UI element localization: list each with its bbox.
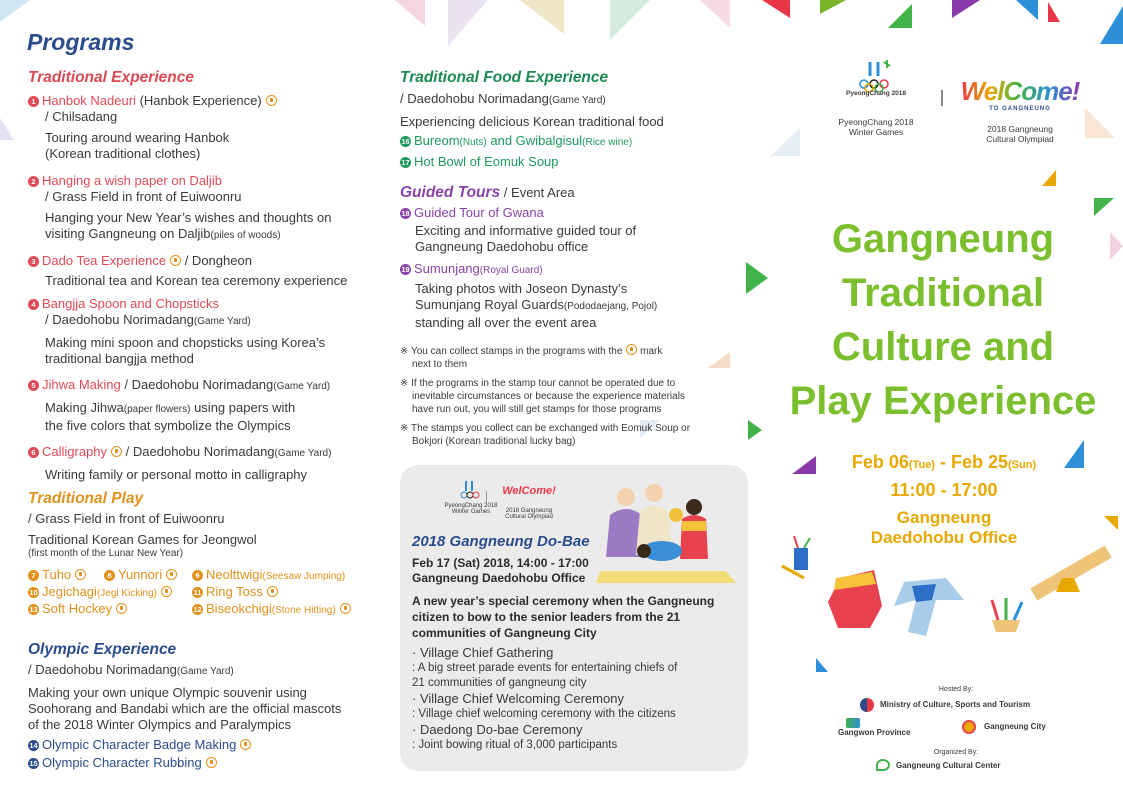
olympic-desc: Making your own unique Olympic souvenir using <box>28 685 307 700</box>
games-grid <box>28 567 388 619</box>
decor-triangle <box>1016 0 1038 20</box>
dobae-title: 2018 Gangneung Do-Bae <box>412 533 590 550</box>
program-desc <box>28 226 388 244</box>
decor-triangle <box>748 420 762 440</box>
decor-triangle <box>820 0 846 14</box>
program-location-text: / Daedohobu Norimadang <box>45 312 194 327</box>
city-credit <box>962 722 1046 731</box>
number-badge: 1 <box>28 96 39 107</box>
food-item-name: Hot Bowl of Eomuk Soup <box>414 154 559 169</box>
program-item <box>28 93 388 109</box>
event-venue: Daedohobu Office <box>870 528 1018 547</box>
program-desc: Making mini spoon and chopsticks using Korea’s <box>45 335 326 350</box>
center-emblem-icon <box>876 759 890 771</box>
tour-desc-note: (Pododaejang, Pojol) <box>563 301 658 312</box>
cover-title-line: Culture and <box>831 325 1055 369</box>
date-from: Feb 06 <box>851 452 909 472</box>
logo-caption: 2018 Gangneung <box>505 508 553 514</box>
number-badge: 17 <box>401 158 410 167</box>
game-name: Soft Hockey <box>42 601 113 616</box>
note-text: inevitable circumstances or because the experience materials <box>412 391 685 402</box>
tour-desc-text: Sumunjang Royal Guards <box>415 297 564 312</box>
stamp-icon <box>267 586 278 597</box>
game-subtitle: (Seesaw Jumping) <box>262 571 346 582</box>
number-badge: 5 <box>28 380 39 391</box>
olympic-location-note: (Game Yard) <box>176 666 234 677</box>
food-desc: Experiencing delicious Korean traditional food <box>400 114 664 129</box>
olympic-desc: Soohorang and Bandabi which are the official mascots <box>28 701 342 716</box>
section-heading-guided-tours: Guided Tours <box>400 184 501 201</box>
program-location <box>28 312 388 330</box>
stamp-icon <box>626 344 637 355</box>
stamp-icon <box>170 255 181 266</box>
decor-triangle <box>610 0 650 40</box>
stamp-icon <box>111 446 122 457</box>
olympic-rings-icon <box>834 58 918 92</box>
note <box>400 344 740 358</box>
game-subtitle: (Jegi Kicking) <box>96 588 157 599</box>
programs-title: Programs <box>27 29 135 55</box>
date-to-day: (Sun) <box>1008 459 1037 471</box>
program-desc: Hanging your New Year’s wishes and thoughts on <box>45 210 332 225</box>
dobae-event-desc: 21 communities of gangneung city <box>412 677 587 689</box>
program-name: Calligraphy <box>42 444 108 459</box>
game-name: Tuho <box>42 567 72 582</box>
food-location-note: (Game Yard) <box>548 95 606 106</box>
tour-name: Sumunjang <box>414 261 480 276</box>
dobae-intro <box>412 593 742 641</box>
game-name: Biseokchigi <box>206 601 272 616</box>
decor-triangle <box>1048 2 1060 22</box>
date-separator: - <box>934 452 951 472</box>
decor-triangle <box>448 0 488 46</box>
program-desc: (Korean traditional clothes) <box>45 146 201 161</box>
note-text: mark <box>637 346 663 357</box>
notes-block <box>400 344 740 448</box>
food-item-name: and Gwibalgisul <box>486 133 583 148</box>
program-item <box>28 253 388 269</box>
stamp-icon <box>206 757 217 768</box>
ministry-name: Ministry of Culture, Sports and Tourism <box>880 700 1031 709</box>
olympic-item <box>28 755 388 771</box>
tour-desc: Taking photos with Joseon Dynasty’s <box>415 281 628 296</box>
program-name: Bangjja Spoon and Chopsticks <box>42 296 220 311</box>
cover-title-line: Play Experience <box>789 379 1097 423</box>
note-text: Bokjori (Korean traditional lucky bag) <box>412 436 576 447</box>
tour-name: Guided Tour of Gwana <box>414 205 544 220</box>
traditional-experience-list <box>28 93 388 483</box>
dobae-events <box>412 645 746 753</box>
number-badge: 9 <box>192 570 203 581</box>
decor-triangle <box>0 118 14 140</box>
date-to: Feb 25 <box>950 452 1009 472</box>
traditional-play-block <box>28 511 388 619</box>
note-text: next to them <box>412 359 468 370</box>
program-desc: Writing family or personal motto in calligraphy <box>45 467 308 482</box>
decor-triangle <box>520 0 564 34</box>
event-time: 11:00 - 17:00 <box>890 480 998 500</box>
game-item <box>28 567 86 583</box>
logo-caption: Cultural Olympiad <box>505 514 553 520</box>
event-dates <box>786 452 1102 473</box>
logo-caption: PyeongChang 2018 <box>444 503 498 509</box>
dobae-date: Feb 17 (Sat) 2018, 14:00 - 17:00 <box>412 556 589 570</box>
number-badge: 11 <box>193 588 202 597</box>
game-item <box>192 584 278 600</box>
food-item <box>400 133 740 151</box>
decor-triangle <box>816 658 828 672</box>
decor-triangle <box>746 262 768 294</box>
dobae-event-desc: : A big street parade events for entertaining chiefs of <box>412 662 678 674</box>
olympic-rings-icon <box>436 479 506 503</box>
tour-item <box>400 205 740 221</box>
food-item-name: Bureom <box>414 133 460 148</box>
number-badge: 14 <box>29 741 38 750</box>
city-emblem-icon <box>962 720 976 734</box>
guided-tours-block <box>400 205 740 331</box>
olympic-location <box>28 662 388 680</box>
program-item <box>28 296 388 312</box>
olympiad-caption: 2018 Gangneung <box>987 124 1053 134</box>
dobae-panel <box>400 465 748 771</box>
dobae-event-name: · Village Chief Welcoming Ceremony <box>412 691 624 706</box>
pyeongchang-logo-small <box>436 479 506 515</box>
tour-desc: standing all over the event area <box>415 315 597 330</box>
pc-brand: PyeongChang 2018 <box>846 90 906 97</box>
guided-tours-heading <box>400 184 575 202</box>
note-text: have run out, you will still get stamps for those programs <box>412 404 662 415</box>
cover-schedule <box>786 452 1102 548</box>
number-badge: 7 <box>28 570 39 581</box>
program-desc-note: (paper flowers) <box>123 404 191 415</box>
note-text: ※ You can collect stamps in the programs with the <box>400 346 623 357</box>
welcome-to: TO GANGNEUNG <box>989 106 1051 112</box>
olympic-item-name: Olympic Character Rubbing <box>42 755 202 770</box>
logo-divider <box>941 90 943 106</box>
game-name: Yunnori <box>118 567 163 582</box>
stamp-icon <box>75 569 86 580</box>
center-name: Gangneung Cultural Center <box>896 761 1001 770</box>
food-item-note: (Nuts) <box>459 137 487 148</box>
cultural-olympiad-logo <box>960 76 1080 144</box>
hosted-by-label: Hosted By: <box>938 686 974 693</box>
logo-divider <box>486 491 487 503</box>
program-desc: traditional bangjja method <box>45 351 194 366</box>
program-desc-text: visiting Gangneung on Daljib <box>45 226 211 241</box>
number-badge: 19 <box>401 265 410 274</box>
number-badge: 13 <box>29 605 38 614</box>
dobae-event-name: · Daedong Do-bae Ceremony <box>412 722 583 737</box>
game-subtitle: (Stone Hitting) <box>271 605 336 616</box>
event-venue: Gangneung <box>896 508 992 527</box>
game-item <box>104 567 177 583</box>
note-text: ※ If the programs in the stamp tour cannot be operated due to <box>400 378 676 389</box>
ministry-credit <box>860 700 1030 709</box>
number-badge: 3 <box>28 256 39 267</box>
cover-title-line: Gangneung <box>831 217 1055 261</box>
game-name: Neolttwigi <box>206 567 263 582</box>
game-item <box>192 601 351 619</box>
date-from-day: (Tue) <box>908 459 935 471</box>
olympiad-caption: Cultural Olympiad <box>986 134 1054 144</box>
decor-triangle <box>0 0 30 22</box>
note-text: ※ The stamps you collect can be exchanged with Eomuk Soup or <box>400 423 691 434</box>
number-badge: 16 <box>401 137 410 146</box>
decor-triangle <box>1085 108 1115 138</box>
center-credit <box>876 761 1000 770</box>
number-badge: 2 <box>28 176 39 187</box>
number-badge: 12 <box>193 605 202 614</box>
program-desc: the five colors that symbolize the Olympics <box>45 418 291 433</box>
stamp-icon <box>166 569 177 580</box>
program-desc-note: (piles of woods) <box>210 230 281 241</box>
decor-triangle <box>1042 170 1056 186</box>
program-location: / Chilsadang <box>45 109 118 124</box>
section-heading-traditional-experience: Traditional Experience <box>28 69 194 86</box>
program-name: Jihwa Making <box>42 377 121 392</box>
welcome-logo: WelCome! <box>502 485 556 497</box>
play-desc: Traditional Korean Games for Jeongwol <box>28 532 257 547</box>
game-item <box>28 601 127 617</box>
program-desc <box>28 400 388 418</box>
program-location: / Grass Field in front of Euiwoonru <box>45 189 242 204</box>
food-location-text: / Daedohobu Norimadang <box>400 91 549 106</box>
program-location: / Dongheon <box>184 253 252 268</box>
program-location-text: / Daedohobu Norimadang <box>122 444 275 459</box>
province-credit <box>838 722 910 737</box>
bowing-illustration <box>596 475 736 583</box>
decor-triangle <box>1104 516 1118 530</box>
program-item <box>28 444 388 462</box>
tour-desc: Exciting and informative guided tour of <box>415 223 637 238</box>
province-name: Gangwon Province <box>838 728 911 737</box>
cover-title-line: Traditional <box>841 271 1045 315</box>
food-location <box>400 91 740 109</box>
dobae-intro-line: citizen to bow to the senior leaders from the 21 <box>412 610 681 624</box>
province-emblem-icon <box>846 718 860 728</box>
city-name: Gangneung City <box>984 722 1046 731</box>
number-badge: 15 <box>29 759 38 768</box>
number-badge: 8 <box>104 570 115 581</box>
stamp-icon <box>266 95 277 106</box>
pc-caption: PyeongChang 2018 <box>838 117 914 127</box>
section-heading-olympic-experience: Olympic Experience <box>28 641 177 658</box>
cultural-olympiad-logo-small <box>498 485 560 520</box>
decor-triangle <box>1100 6 1123 44</box>
pc-caption: Winter Games <box>848 127 904 137</box>
tour-desc: Gangneung Daedohobu office <box>415 239 589 254</box>
olympic-desc: of the 2018 Winter Olympics and Paralympics <box>28 717 291 732</box>
number-badge: 10 <box>29 588 38 597</box>
stamp-icon <box>340 603 351 614</box>
game-item <box>28 584 172 602</box>
program-desc-text: Making Jihwa <box>45 400 124 415</box>
section-heading-food-experience: Traditional Food Experience <box>400 69 609 86</box>
dobae-place: Gangneung Daedohobu Office <box>412 571 586 585</box>
program-name: Hanging a wish paper on Daljib <box>42 173 222 188</box>
food-experience-block <box>400 91 740 170</box>
program-name: Dado Tea Experience <box>42 253 167 268</box>
cover-title <box>768 212 1118 428</box>
ministry-emblem-icon <box>860 698 874 712</box>
program-desc: Traditional tea and Korean tea ceremony experience <box>45 273 348 288</box>
olympic-experience-block <box>28 662 388 771</box>
game-item <box>192 567 345 585</box>
guided-tours-location: / Event Area <box>500 185 575 200</box>
organized-by-label: Organized By: <box>933 749 979 756</box>
program-location-note: (Game Yard) <box>273 381 331 392</box>
number-badge: 6 <box>28 447 39 458</box>
tour-item <box>400 261 740 279</box>
decor-triangle <box>700 0 730 28</box>
dobae-intro-line: communities of Gangneung City <box>412 626 597 640</box>
decor-triangle <box>888 4 912 28</box>
dobae-event-desc: : Village chief welcoming ceremony with the citizens <box>412 708 676 720</box>
traditional-items-illustration <box>776 536 1116 646</box>
logo-caption: Winter Games <box>451 509 491 515</box>
number-badge: 18 <box>401 209 410 218</box>
dobae-intro-line: A new year’s special ceremony when the Gangneung <box>412 594 715 608</box>
number-badge: 4 <box>28 299 39 310</box>
welcome-logo: WelCome! <box>960 76 1080 106</box>
program-location-note: (Game Yard) <box>193 316 251 327</box>
program-desc: Touring around wearing Hanbok <box>45 130 230 145</box>
food-item-note: (Rice wine) <box>582 137 633 148</box>
dobae-event-desc: : Joint bowing ritual of 3,000 participants <box>412 739 618 751</box>
pyeongchang-logo <box>834 58 918 137</box>
game-name: Jegichagi <box>42 584 97 599</box>
program-location-text: / Daedohobu Norimadang <box>120 377 274 392</box>
decor-triangle <box>395 0 425 26</box>
stamp-icon <box>240 739 251 750</box>
tour-subtitle: (Royal Guard) <box>479 265 543 276</box>
stamp-icon <box>116 603 127 614</box>
program-location-note: (Game Yard) <box>274 448 332 459</box>
decor-triangle <box>770 128 800 156</box>
decor-triangle <box>762 0 790 18</box>
food-item <box>400 154 740 170</box>
program-item <box>28 377 388 395</box>
olympic-item-name: Olympic Character Badge Making <box>42 737 237 752</box>
program-item <box>28 173 388 189</box>
play-desc-note: (first month of the Lunar New Year) <box>28 548 184 559</box>
game-name: Ring Toss <box>206 584 263 599</box>
section-heading-traditional-play: Traditional Play <box>28 490 144 507</box>
play-location: / Grass Field in front of Euiwoonru <box>28 511 225 526</box>
tour-desc <box>400 297 740 315</box>
olympic-item <box>28 737 388 753</box>
stamp-icon <box>161 586 172 597</box>
program-subtitle: (Hanbok Experience) <box>135 93 262 108</box>
program-name: Hanbok Nadeuri <box>42 93 136 108</box>
decor-triangle <box>952 0 980 18</box>
olympic-location-text: / Daedohobu Norimadang <box>28 662 177 677</box>
dobae-event-name: · Village Chief Gathering <box>412 645 554 660</box>
program-desc-tail: using papers with <box>190 400 296 415</box>
